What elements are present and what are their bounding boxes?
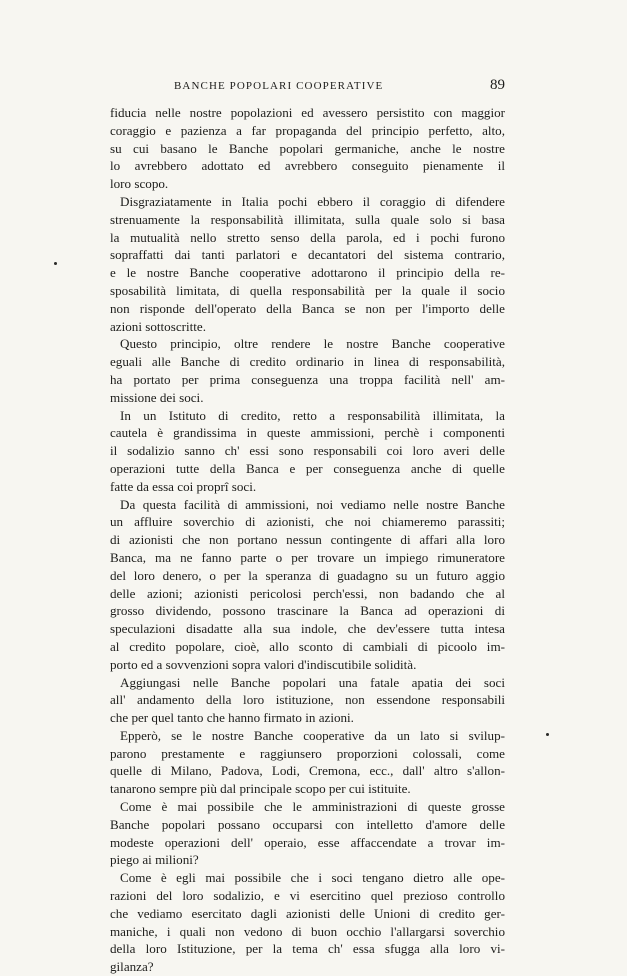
text-line: di azionisti che non portano nessun contingente di affari alla loro [110,532,505,548]
text-line: Disgraziatamente in Italia pochi ebbero il coraggio di difendere [120,193,505,209]
page-number: 89 [490,77,505,93]
text-line: Come è egli mai possibile che i soci tengano dietro alle ope- [120,870,505,886]
body-text [110,104,505,976]
text-line: della loro Istituzione, per la tema ch' essa sfugga alla loro vi- [110,941,505,957]
text-line: maniche, i quali non vedono di buon occhio l'allargarsi soverchio [110,923,505,939]
text-line: Banca, ma ne fanno parte o per trovare un impiego rimuneratore [110,549,505,565]
text-line: Come è mai possibile che le amministrazioni di queste grosse [120,799,505,815]
text-line: cautela è grandissima in queste ammissioni, perchè i componenti [110,425,505,441]
ink-speck [546,733,549,736]
text-line: Aggiungasi nelle Banche popolari una fatale apatia dei soci [120,674,505,690]
text-line: ha portato per prima conseguenza una troppa facilità nell' am- [110,371,505,387]
text-line: su cui basano le Banche popolari germaniche, anche le nostre [110,140,505,156]
text-line: gilanza? [110,959,154,975]
text-line: eguali alle Banche di credito ordinario in linea di responsabilità, [110,354,505,370]
text-line: porto ed a sovvenzioni sopra valori d'indiscutibile solidità. [110,656,417,672]
text-line: strenuamente la responsabilità illimitata, sulla quale solo si basa [110,211,505,227]
text-line: Epperò, se le nostre Banche cooperative da un lato si svilup- [120,727,505,743]
text-line: quelle di Milano, Padova, Lodi, Cremona, ecc., dall' altro s'allon- [110,763,505,779]
running-head [110,77,505,96]
text-line: e le nostre Banche cooperative adottarono il principio della re- [110,265,505,281]
text-line: speculazioni disadatte alla sua indole, che dev'essere tutta intesa [110,621,505,637]
text-line: all' andamento della loro istituzione, non essendone responsabili [110,692,505,708]
text-line: grosso dividendo, possono trascinare la Banca ad operazioni di [110,603,505,619]
text-line: modeste operazioni dell' operaio, esse affaccendate a trovar im- [110,834,505,850]
text-line: il sodalizio sanno ch' essi sono responsabili coi loro averi delle [110,443,505,459]
text-line: che per quel tanto che hanno firmato in azioni. [110,710,354,726]
text-line: Banche popolari possano occuparsi con intelletto d'amore delle [110,816,505,832]
text-line: del loro denero, o per la speranza di guadagno su un futuro aggio [110,567,505,583]
text-line: la mutualità nello stretto senso della parola, ed i pochi furono [110,229,505,245]
text-line: sposabilità limitata, di quella responsabilità per la quale il socio [110,282,505,298]
text-line: sopraffatti dai tanti parlatori e decantatori del sistema contrario, [110,247,505,263]
text-line: In un Istituto di credito, retto a responsabilità illimitata, la [120,407,505,423]
text-line: missione dei soci. [110,389,204,405]
text-line: parono prestamente e raggiunsero proporzioni colossali, come [110,745,505,761]
text-line: che vediamo esercitato dagli azionisti delle Unioni di credito ger- [110,905,505,921]
text-line: fiducia nelle nostre popolazioni ed avessero persistito con maggior [110,105,505,120]
text-line: un affluire soverchio di azionisti, che noi chiameremo parassiti; [110,514,505,530]
text-line: tanarono sempre più dal principale scopo per cui istituite. [110,781,411,797]
text-line: razioni del loro sodalizio, e vi esercitino quel prezioso controllo [110,888,505,904]
text-line: coraggio e pazienza a far propaganda del principio perfetto, alto, [110,122,505,138]
text-line: piego ai milioni? [110,852,199,868]
text-line: lo avrebbero adottato ed avrebbero conseguito pienamente il [110,158,505,174]
text-line: Questo principio, oltre rendere le nostre Banche cooperative [120,336,505,352]
text-line: non risponde dell'operato della Banca se non per l'importo delle [110,300,505,316]
text-line: delle azioni; azionisti pericolosi perch'essi, non badando che al [110,585,505,601]
text-line: azioni sottoscritte. [110,318,206,334]
text-line: Da questa facilità di ammissioni, noi vediamo nelle nostre Banche [120,496,505,512]
text-line: fatte da essa coi proprî soci. [110,478,257,494]
text-line: loro scopo. [110,176,169,192]
ink-speck [54,262,57,265]
text-line: al credito popolare, cioè, allo sconto di cambiali di picoolo im- [110,638,505,654]
text-line: operazioni tutte della Banca e per conseguenza anche di quelle [110,460,505,476]
running-title: BANCHE POPOLARI COOPERATIVE [174,80,384,92]
